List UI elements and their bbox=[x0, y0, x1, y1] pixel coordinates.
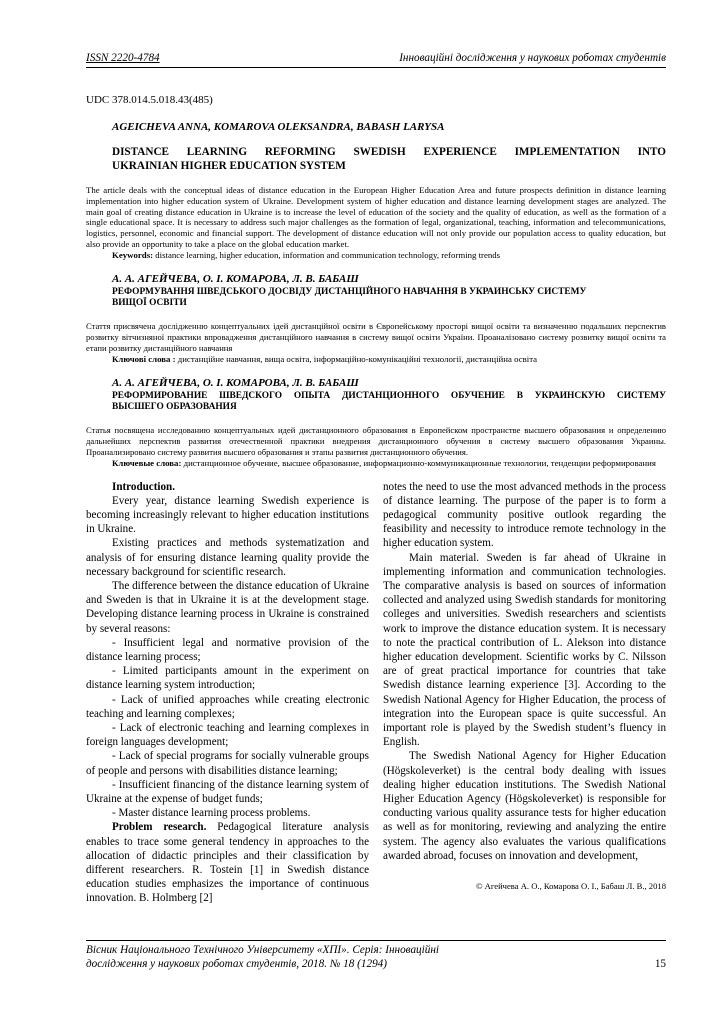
abstract-english: The article deals with the conceptual ideas of distance education in the European Higher Education Area and future prospects definition in distance learning implementation into higher education system of Ukraine. Development system of higher education and distance learning development stages are analyzed. The main goal of creating distance education in Ukraine is to increase the level of education of the society and the quality of education, as well as the formation of a single educational space. It is necessary to address such major challenges as the formation of legal, organizational, teaching, information and telecommunications, logistics, personnel, economic and financial support. The development of distance education will not only provide our population access to quality education, but also provide an opportunity to take a place on the global education market. bbox=[86, 185, 666, 249]
introduction-heading: Introduction. bbox=[112, 480, 175, 493]
title-russian bbox=[112, 391, 666, 414]
title-english-line1: DISTANCE LEARNING REFORMING SWEDISH EXPERIENCE IMPLEMENTATION INTO bbox=[112, 146, 666, 158]
running-header bbox=[86, 52, 666, 68]
keywords-russian bbox=[86, 458, 666, 469]
title-english-line2: UKRAINIAN HIGHER EDUCATION SYSTEM bbox=[112, 159, 346, 172]
title-ukrainian-line2: ВИЩОЇ ОСВІТИ bbox=[112, 297, 187, 308]
abstract-ukrainian: Стаття присвячена дослідженню концептуальних ідей дистанційної освіти в Європейському просторі вищої освіти та визначенню подальших перспектив розвитку вітчизняної практики впровадження дистанційного навчання в систему вищої освіти України. Проаналізовано систему розвитку вищої освіти та етапи розвитку дистанційного навчання bbox=[86, 321, 666, 353]
paragraph: The difference between the distance education of Ukraine and Sweden is that in Ukraine it is at the development stage. Developing distance learning process in Ukraine is constrained by several reasons: bbox=[86, 580, 369, 635]
keywords-text: distance learning, higher education, information and communication technology, reforming trends bbox=[153, 249, 501, 260]
keywords-label: Ключові слова : bbox=[112, 353, 176, 364]
paragraph: Existing practices and methods systematization and analysis of for ensuring distance learning quality provide the necessary background for scientific research. bbox=[86, 537, 369, 578]
title-ukrainian-line1: РЕФОРМУВАННЯ ШВЕДСЬКОГО ДОСВІДУ ДИСТАНЦІЙНОГО НАВЧАННЯ В УКРАИНСЬКУ СИСТЕМУ bbox=[112, 286, 587, 297]
keywords-text: дистанционное обучение, высшее образование, информационно-коммуникационные технологии, тенденции реформирования bbox=[181, 457, 656, 468]
problem-research-heading: Problem research. bbox=[112, 821, 207, 834]
reason-item: - Lack of unified approaches while creating electronic teaching and learning complexes; bbox=[86, 693, 369, 720]
reason-item: - Lack of electronic teaching and learning complexes in foreign languages development; bbox=[86, 722, 369, 749]
paragraph: Main material. Sweden is far ahead of Ukraine in implementing information and communication technologies. The comparative analysis is based on sources of information collected and analyzed using Swedish standards for monitoring colleges and universities. Swedish researchers and scientists work to improve the distance education system. It is necessary to note the practical contribution of L. Alekson into distance higher education development. Scientific works by C. Nilsson are of great practical importance for countries that take Swedish distance learning experience [3]. According to the Swedish National Agency for Higher Education, the process of integration into the European space is quite successful. An important role is played by the Swedish student’s fluency in English. bbox=[383, 551, 666, 749]
journal-page bbox=[86, 52, 666, 906]
authors-ukrainian: А. А. АГЕЙЧЕВА, О. І. КОМАРОВА, Л. В. БАБАШ bbox=[112, 272, 359, 285]
reason-item: - Lack of special programs for socially vulnerable groups of people and persons with disabilities distance learning; bbox=[86, 750, 369, 777]
page-footer bbox=[86, 940, 666, 971]
reason-item: - Limited participants amount in the experiment on distance learning system introduction; bbox=[86, 665, 369, 692]
journal-citation-line2: дослідження у наукових роботах студентів, 2018. № 18 (1294) bbox=[86, 957, 387, 970]
keywords-english bbox=[86, 250, 666, 261]
authors-english: AGEICHEVA ANNA, KOMAROVA OLEKSANDRA, BABASH LARYSA bbox=[112, 121, 445, 133]
problem-research-paragraph bbox=[86, 820, 369, 905]
title-russian-line1: РЕФОРМИРОВАНИЕ ШВЕДСКОГО ОПЫТА ДИСТАНЦИОННОГО ОБУЧЕНИЕ В УКРАИНСКУЮ СИСТЕМУ bbox=[112, 390, 666, 401]
keywords-text: дистанційне навчання, вища освіта, інформаційно-комунікаційні технології, дистанційна освіта bbox=[175, 353, 538, 364]
page-number: 15 bbox=[654, 958, 666, 970]
problem-research-text: Pedagogical literature analysis enables to trace some general tendency in approaches to the allocation of didactic principles and their classification by different researchers. R. Tostein [1] in Swedish distance education studies emphasizes the importance of continuous innovation. B. Holmberg [2] bbox=[86, 821, 369, 905]
authors-russian: А. А. АГЕЙЧЕВА, О. І. КОМАРОВА, Л. В. БАБАШ bbox=[112, 376, 359, 389]
issn: ISSN 2220-4784 bbox=[86, 52, 160, 64]
abstract-russian: Статья посвящена исследованию концептуальных идей дистанционного образования в Европейском пространстве высшего образования и определению дальнейших перспектив развития отечественной практики внедрения дистанционного обучения в систему высшего образования Украины. Проанализировано систему развития высшего образования и этапы развития дистанционного обучения. bbox=[86, 425, 666, 457]
paragraph: notes the need to use the most advanced methods in the process of distance learning. The purpose of the paper is to form a pedagogical community positive outlook regarding the feasibility and necessity to introduce remote technology in the higher education system. bbox=[383, 480, 666, 550]
reason-item: - Master distance learning process problems. bbox=[112, 807, 311, 820]
journal-section: Інноваційні дослідження у наукових роботах студентів bbox=[399, 52, 666, 64]
title-english bbox=[112, 146, 666, 173]
title-russian-line2: ВЫСШЕГО ОБРАЗОВАНИЯ bbox=[112, 401, 237, 412]
udc-code: UDC 378.014.5.018.43(485) bbox=[86, 94, 213, 106]
keywords-ukrainian bbox=[86, 354, 666, 365]
right-column bbox=[383, 480, 666, 906]
reason-item: - Insufficient financing of the distance learning system of Ukraine at the expense of budget funds; bbox=[86, 778, 369, 806]
keywords-label: Ключевые слова: bbox=[112, 457, 182, 468]
left-column bbox=[86, 480, 369, 906]
copyright-notice: © Агейчева А. О., Комарова О. І., Бабаш Л. В., 2018 bbox=[475, 881, 666, 892]
keywords-label: Keywords: bbox=[112, 249, 154, 260]
reason-item: - Insufficient legal and normative provision of the distance learning process; bbox=[86, 636, 369, 664]
paragraph: Every year, distance learning Swedish experience is becoming increasingly relevant to higher education institutions in Ukraine. bbox=[86, 494, 369, 536]
journal-citation-line1: Вісник Національного Технічного Університету «ХПІ». Серія: Інноваційні bbox=[86, 944, 439, 956]
title-ukrainian bbox=[112, 287, 666, 310]
body-columns bbox=[86, 480, 666, 906]
paragraph: The Swedish National Agency for Higher Education (Högskoleverket) is the central body dealing with issues dealing higher education institutions. The Swedish National Higher Education Agency (Högskoleverket) is responsible for conducting various quality assurance tests for higher education as well as for monitoring, reviewing and analyzing the entire system. The agency also evaluates the various qualifications awarded abroad, focuses on innovation and development, bbox=[383, 750, 666, 862]
